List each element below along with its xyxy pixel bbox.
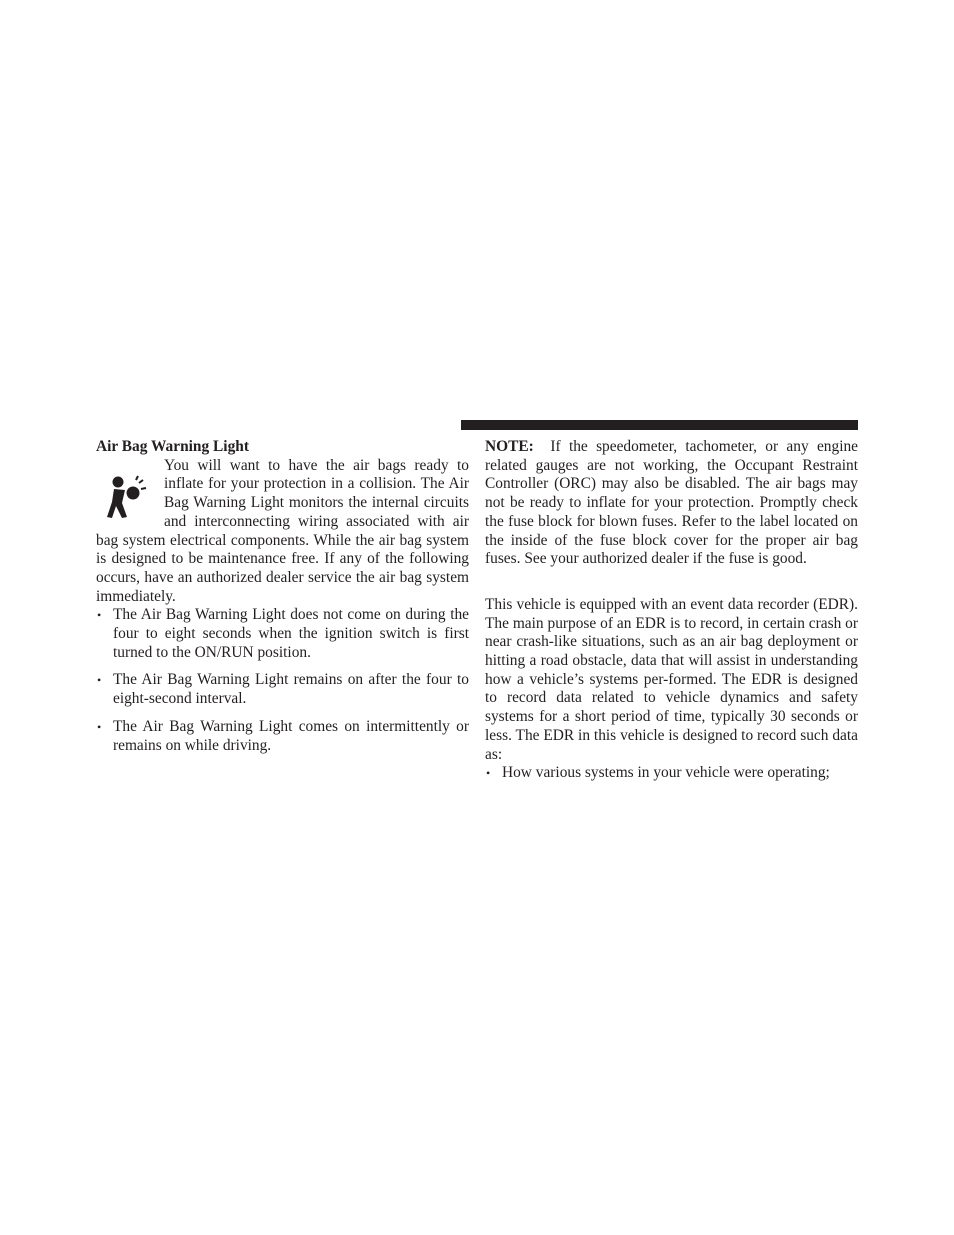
list-item-text: The Air Bag Warning Light comes on intermittently or remains on while driving. <box>113 717 469 754</box>
right-column <box>485 438 858 783</box>
list-item-text: How various systems in your vehicle were operating; <box>502 764 830 782</box>
section-heading: Air Bag Warning Light <box>96 438 249 455</box>
intro-paragraph: You will want to have the air bags ready to inflate for your protection in a collision. The Air Bag Warning Light monitors the internal circuits and interconnecting wiring associated with air bag system electrical components. While the air bag system is designed to be maintenance free. If any of the following occurs, have an authorized dealer service the air bag system immediately. <box>96 456 469 605</box>
list-item <box>96 718 469 755</box>
list-item-text: The Air Bag Warning Light does not come on during the four to eight seconds when the ignition switch is first turned to the ON/RUN position. <box>113 606 469 661</box>
list-item <box>96 606 469 662</box>
edr-data-list <box>485 764 858 783</box>
note-label: NOTE: <box>485 438 534 455</box>
edr-paragraph: This vehicle is equipped with an event data recorder (EDR). The main purpose of an EDR is to record, in certain crash or near crash-like situations, such as an air bag deployment or hitting a road obstacle, data that will assist in understanding how a vehicle’s systems per-formed. The EDR is designed to record data related to vehicle dynamics and safety systems for a short period of time, typically 30 seconds or less. The EDR in this vehicle is designed to record such data as: <box>485 595 858 763</box>
bullet-icon: • <box>486 766 491 781</box>
bullet-icon: • <box>97 673 102 688</box>
list-item <box>96 671 469 708</box>
note-text: If the speedometer, tachometer, or any engine related gauges are not working, the Occupant Restraint Controller (ORC) may also be disabled. The air bags may not be ready to inflate for your protection. Promptly check the fuse block for blown fuses. Refer to the label located on the inside of the fuse block cover for the proper air bag fuses. See your authorized dealer if the fuse is good. <box>485 438 858 568</box>
bullet-icon: • <box>97 608 102 623</box>
warning-conditions-list <box>96 606 469 755</box>
list-item-text: The Air Bag Warning Light remains on after the four to eight-second interval. <box>113 671 469 708</box>
note-paragraph <box>485 438 858 569</box>
list-item <box>485 764 858 783</box>
air-bag-warning-icon <box>98 461 150 523</box>
bullet-icon: • <box>97 719 102 734</box>
left-column <box>96 438 469 764</box>
section-divider-bar <box>461 420 858 430</box>
